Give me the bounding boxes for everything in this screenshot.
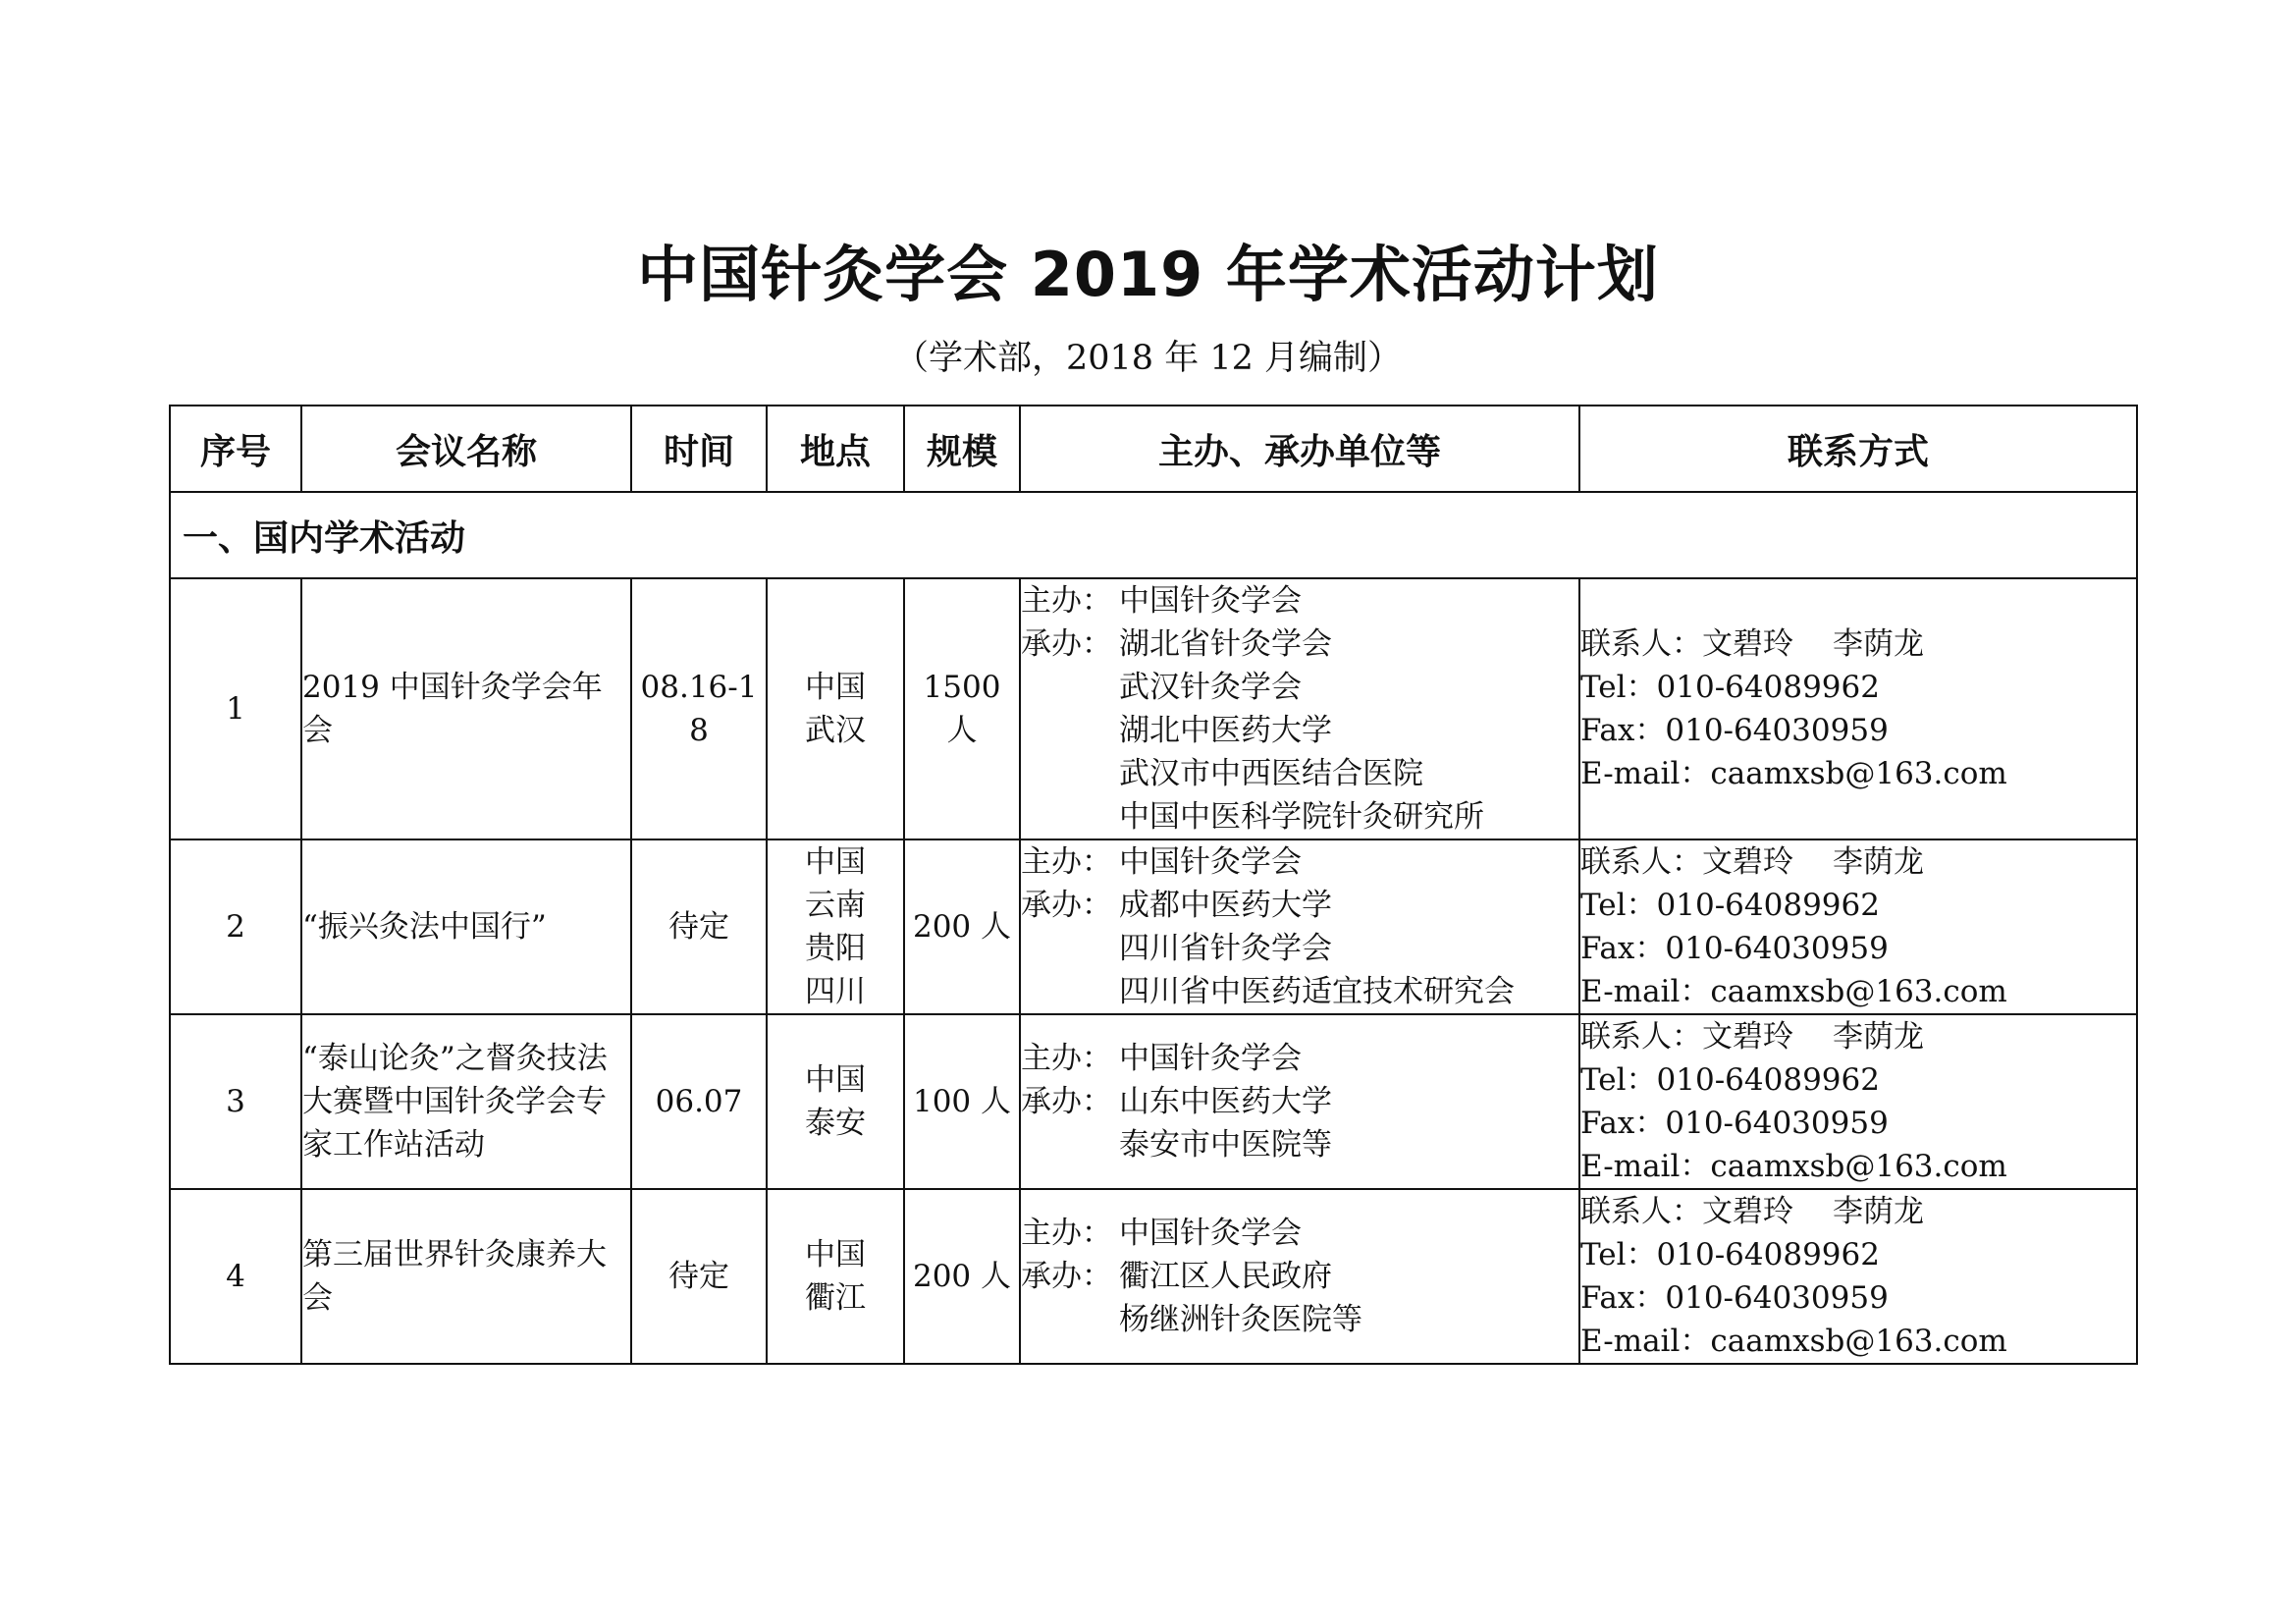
organizer-name: 成都中医药大学 (1119, 888, 1332, 923)
time-line: 待定 (668, 909, 729, 945)
contact-info (1579, 578, 2137, 839)
organizer-role-label (1021, 709, 1119, 752)
contact-fax: Fax：010-64030959 (1580, 1280, 1889, 1316)
organizer-role-label: 主办： (1021, 844, 1112, 880)
organizer-role-label: 主办： (1021, 583, 1112, 619)
organizer-name: 四川省针灸学会 (1119, 931, 1332, 966)
contact-tel: Tel：010-64089962 (1580, 1062, 1880, 1098)
scale-line: 100 人 (912, 1084, 1012, 1119)
organizer-line (1021, 666, 1578, 709)
organizer-line (1021, 795, 1578, 839)
organizer-line (1021, 1080, 1578, 1123)
organizer-line (1021, 1123, 1578, 1166)
meeting-scale (904, 1189, 1020, 1364)
organizers (1020, 839, 1579, 1014)
organizer-name: 中国针灸学会 (1119, 583, 1302, 619)
time-line: 8 (689, 713, 709, 748)
organizer-name: 中国中医科学院针灸研究所 (1119, 799, 1484, 835)
scale-line: 1500 (923, 670, 1001, 705)
organizer-role-label (1021, 1123, 1119, 1166)
contact-tel: Tel：010-64089962 (1580, 1237, 1880, 1272)
contact-person: 李荫龙 (1833, 844, 1924, 880)
organizer-role-label: 承办： (1021, 626, 1112, 662)
contact-person-label: 联系人： (1580, 626, 1702, 662)
organizer-name: 山东中医药大学 (1119, 1084, 1332, 1119)
meeting-scale (904, 839, 1020, 1014)
row-index: 3 (170, 1014, 301, 1189)
table-row (170, 1014, 2137, 1189)
contact-email: E-mail：caamxsb@163.com (1580, 756, 2007, 791)
scale-line: 200 人 (912, 909, 1012, 945)
table-row (170, 839, 2137, 1014)
header-place: 地点 (767, 406, 904, 492)
organizer-line (1021, 752, 1578, 795)
contact-info (1579, 839, 2137, 1014)
contact-person: 李荫龙 (1833, 1019, 1924, 1055)
place-line: 中国 (805, 844, 866, 880)
meeting-place (767, 839, 904, 1014)
organizer-role-label (1021, 1298, 1119, 1341)
section-title: 一、国内学术活动 (170, 492, 2137, 578)
organizer-role-label (1021, 927, 1119, 970)
meeting-name: 第三届世界针灸康养大会 (301, 1189, 631, 1364)
meeting-time (631, 578, 767, 839)
organizer-line (1021, 1037, 1578, 1080)
organizer-name: 武汉针灸学会 (1119, 670, 1302, 705)
row-index: 4 (170, 1189, 301, 1364)
table-row (170, 1189, 2137, 1364)
section-row (170, 492, 2137, 578)
contact-email: E-mail：caamxsb@163.com (1580, 1149, 2007, 1184)
organizer-role-label: 主办： (1021, 1216, 1112, 1251)
organizer-line (1021, 623, 1578, 666)
document-title: 中国针灸学会 2019 年学术活动计划 (637, 239, 1659, 310)
table-header-row (170, 406, 2137, 492)
organizer-line (1021, 579, 1578, 623)
row-index: 2 (170, 839, 301, 1014)
place-line: 中国 (805, 1237, 866, 1272)
contact-person-label: 联系人： (1580, 1194, 1702, 1229)
place-line: 武汉 (805, 713, 866, 748)
contact-email: E-mail：caamxsb@163.com (1580, 1324, 2007, 1359)
organizer-name: 湖北中医药大学 (1119, 713, 1332, 748)
place-line: 云南 (805, 888, 866, 923)
organizer-role-label: 承办： (1021, 888, 1112, 923)
contact-email: E-mail：caamxsb@163.com (1580, 974, 2007, 1009)
meeting-place (767, 1014, 904, 1189)
header-contact: 联系方式 (1579, 406, 2137, 492)
contact-persons-line (1580, 840, 2136, 884)
header-index: 序号 (170, 406, 301, 492)
organizers (1020, 578, 1579, 839)
meeting-scale (904, 1014, 1020, 1189)
organizer-line (1021, 840, 1578, 884)
time-line: 待定 (668, 1259, 729, 1294)
contact-person: 文碧玲 (1702, 844, 1793, 880)
organizer-name: 杨继洲针灸医院等 (1119, 1302, 1362, 1337)
meeting-name: 2019 中国针灸学会年会 (301, 578, 631, 839)
meeting-time (631, 1189, 767, 1364)
meeting-place (767, 1189, 904, 1364)
contact-fax: Fax：010-64030959 (1580, 931, 1889, 966)
organizer-role-label (1021, 795, 1119, 839)
organizer-line (1021, 884, 1578, 927)
document-subtitle: （学术部，2018 年 12 月编制） (894, 339, 1402, 378)
place-line: 中国 (805, 670, 866, 705)
organizer-line (1021, 970, 1578, 1013)
contact-fax: Fax：010-64030959 (1580, 1106, 1889, 1141)
organizer-line (1021, 1255, 1578, 1298)
time-line: 08.16-1 (640, 670, 758, 705)
contact-persons-line (1580, 1190, 2136, 1233)
place-line: 中国 (805, 1062, 866, 1098)
scale-line: 200 人 (912, 1259, 1012, 1294)
organizer-name: 中国针灸学会 (1119, 1216, 1302, 1251)
contact-tel: Tel：010-64089962 (1580, 888, 1880, 923)
contact-info (1579, 1189, 2137, 1364)
contact-persons-line (1580, 623, 2136, 666)
organizers (1020, 1014, 1579, 1189)
header-meeting-name: 会议名称 (301, 406, 631, 492)
organizer-name: 武汉市中西医结合医院 (1119, 756, 1423, 791)
meeting-name: “振兴灸法中国行” (301, 839, 631, 1014)
organizer-role-label: 主办： (1021, 1041, 1112, 1076)
organizer-role-label: 承办： (1021, 1259, 1112, 1294)
contact-person-label: 联系人： (1580, 1019, 1702, 1055)
organizer-role-label: 承办： (1021, 1084, 1112, 1119)
organizer-name: 中国针灸学会 (1119, 844, 1302, 880)
contact-person: 文碧玲 (1702, 1019, 1793, 1055)
organizer-line (1021, 927, 1578, 970)
organizer-name: 衢江区人民政府 (1119, 1259, 1332, 1294)
organizer-line (1021, 1212, 1578, 1255)
organizer-line (1021, 709, 1578, 752)
organizer-line (1021, 1298, 1578, 1341)
contact-persons-line (1580, 1015, 2136, 1058)
row-index: 1 (170, 578, 301, 839)
organizer-name: 泰安市中医院等 (1119, 1127, 1332, 1163)
contact-tel: Tel：010-64089962 (1580, 670, 1880, 705)
organizer-role-label (1021, 970, 1119, 1013)
organizer-role-label (1021, 752, 1119, 795)
organizer-name: 中国针灸学会 (1119, 1041, 1302, 1076)
time-line: 06.07 (655, 1084, 743, 1119)
organizer-name: 四川省中医药适宜技术研究会 (1119, 974, 1515, 1009)
meeting-scale (904, 578, 1020, 839)
header-time: 时间 (631, 406, 767, 492)
organizer-name: 湖北省针灸学会 (1119, 626, 1332, 662)
header-scale: 规模 (904, 406, 1020, 492)
place-line: 贵阳 (805, 931, 866, 966)
contact-fax: Fax：010-64030959 (1580, 713, 1889, 748)
meeting-place (767, 578, 904, 839)
activity-plan-table (169, 405, 2138, 1365)
contact-info (1579, 1014, 2137, 1189)
place-line: 衢江 (805, 1280, 866, 1316)
contact-person: 李荫龙 (1833, 626, 1924, 662)
header-organizers: 主办、承办单位等 (1020, 406, 1579, 492)
contact-person: 文碧玲 (1702, 1194, 1793, 1229)
meeting-name: “泰山论灸”之督灸技法大赛暨中国针灸学会专家工作站活动 (301, 1014, 631, 1189)
organizers (1020, 1189, 1579, 1364)
contact-person: 文碧玲 (1702, 626, 1793, 662)
meeting-time (631, 839, 767, 1014)
contact-person-label: 联系人： (1580, 844, 1702, 880)
scale-line: 人 (946, 713, 978, 748)
organizer-role-label (1021, 666, 1119, 709)
contact-person: 李荫龙 (1833, 1194, 1924, 1229)
meeting-time (631, 1014, 767, 1189)
place-line: 四川 (805, 974, 866, 1009)
table-row (170, 578, 2137, 839)
place-line: 泰安 (805, 1106, 866, 1141)
